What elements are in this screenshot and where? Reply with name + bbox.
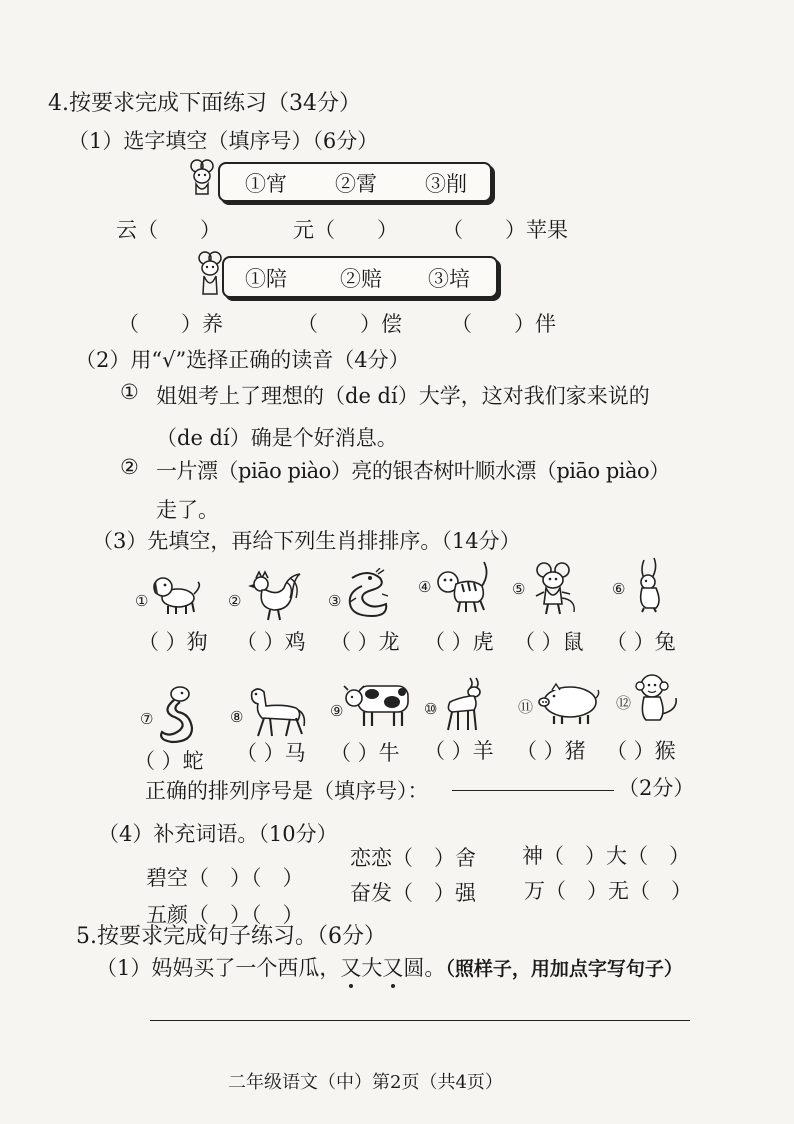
order-answer-line[interactable] [452, 790, 614, 791]
order-answer-label: 正确的排列序号是（填序号）： [145, 779, 429, 803]
tiger-icon [432, 558, 492, 616]
q5-title: 5.按要求完成句子练习。（6分） [76, 924, 386, 949]
pinyin-item-2-number: ② [120, 455, 139, 479]
box1-option-3: ③削 [425, 172, 467, 196]
zodiac-label-cow: （ ）牛 [330, 741, 400, 765]
idiom-col1-row2: 五颜（ ）（ ） [146, 903, 304, 927]
zodiac-num-2: ② [228, 592, 242, 610]
horse-icon [244, 684, 306, 740]
mouse-icon [528, 560, 580, 616]
fill-blank-6: （ ）伴 [451, 312, 556, 336]
zodiac-num-11: ⑪ [518, 698, 534, 716]
fill-blank-1: 云（ ） [116, 218, 221, 242]
zodiac-label-rabbit: （ ）兔 [606, 630, 676, 654]
idiom-col2-row2: 奋发（ ）强 [350, 881, 476, 905]
box1-option-2: ②霄 [335, 172, 377, 196]
sentence-end: 圆。 [403, 956, 446, 980]
zodiac-num-7: ⑦ [140, 710, 154, 728]
fill-blank-5: （ ）偿 [297, 312, 402, 336]
idiom-col3-row2: 万（ ）无（ ） [524, 879, 692, 903]
zodiac-label-tiger: （ ）虎 [424, 630, 494, 654]
zodiac-label-horse: （ ）马 [236, 741, 306, 765]
zodiac-num-3: ③ [328, 592, 342, 610]
pinyin-item-1-line-2: （de dí）确是个好消息。 [156, 426, 398, 450]
q4-part3-title: （3）先填空，再给下列生肖排排序。（14分） [92, 529, 521, 553]
pinyin-item-1-line-1: 姐姐考上了理想的（de dí）大学，这对我们家来说的 [156, 384, 650, 408]
zodiac-label-goat: （ ）羊 [424, 739, 494, 763]
q5-part1-sentence [96, 952, 683, 982]
box2-option-1: ①陪 [245, 267, 287, 291]
zodiac-num-4: ④ [418, 578, 432, 596]
zodiac-label-snake: （ ）蛇 [134, 749, 204, 773]
monkey-icon [634, 670, 682, 726]
box2-option-3: ③培 [428, 267, 470, 291]
box1-option-1: ①宵 [245, 172, 287, 196]
rabbit-icon [632, 556, 668, 614]
pig-icon [536, 680, 600, 726]
zodiac-num-10: ⑩ [424, 700, 438, 718]
fill-blank-4: （ ）养 [118, 312, 223, 336]
pinyin-item-1-number: ① [120, 380, 139, 404]
zodiac-num-8: ⑧ [230, 708, 244, 726]
zodiac-label-pig: （ ）猪 [516, 739, 586, 763]
sentence-middle: 大 [361, 956, 383, 980]
dragon-icon [342, 568, 392, 620]
cartoon-mouse-mascot-icon [188, 158, 218, 198]
zodiac-num-1: ① [135, 592, 149, 610]
zodiac-label-rooster: （ ）鸡 [236, 630, 306, 654]
q4-part2-title: （2）用“√”选择正确的读音（4分） [75, 348, 410, 372]
dotted-char-1: 又 [340, 956, 362, 980]
zodiac-label-dog: （ ）狗 [138, 630, 208, 654]
page-footer: 二年级语文（中）第2页（共4页） [228, 1072, 503, 1093]
order-answer-score: （2分） [618, 776, 695, 800]
idiom-col3-row1: 神（ ）大（ ） [522, 844, 690, 868]
idiom-col2-row1: 恋恋（ ）舍 [350, 846, 476, 870]
idiom-col1-row1: 碧空（ ）（ ） [146, 866, 304, 890]
q4-title: 4.按要求完成下面练习（34分） [48, 91, 361, 116]
pinyin-item-2-line-2: 走了。 [156, 498, 219, 522]
zodiac-label-mouse: （ ）鼠 [514, 630, 584, 654]
box2-option-2: ②赔 [340, 267, 382, 291]
zodiac-num-6: ⑥ [612, 580, 626, 598]
cow-icon [342, 680, 414, 730]
zodiac-num-9: ⑨ [330, 702, 344, 720]
fill-blank-2: 元（ ） [293, 218, 398, 242]
q4-part4-title: （4）补充词语。（10分） [98, 822, 338, 846]
zodiac-num-12: ⑫ [616, 694, 632, 712]
rooster-icon [244, 568, 302, 622]
answer-writing-line[interactable] [150, 1020, 690, 1021]
sentence-start: （1）妈妈买了一个西瓜， [96, 956, 341, 980]
zodiac-label-dragon: （ ）龙 [330, 630, 400, 654]
pinyin-item-2-line-1: 一片漂（piāo piào）亮的银杏树叶顺水漂（piāo piào） [156, 459, 670, 483]
q4-part1-title: （1）选字填空（填序号）（6分） [68, 129, 379, 153]
zodiac-num-5: ⑤ [512, 580, 526, 598]
goat-icon [440, 676, 490, 732]
sentence-instruction: （照样子，用加点字写句子） [445, 958, 683, 980]
fill-blank-3: （ ）苹果 [442, 218, 568, 242]
zodiac-label-monkey: （ ）猴 [606, 739, 676, 763]
dog-icon [148, 572, 204, 616]
snake-icon [154, 684, 202, 744]
dotted-char-2: 又 [382, 956, 404, 980]
